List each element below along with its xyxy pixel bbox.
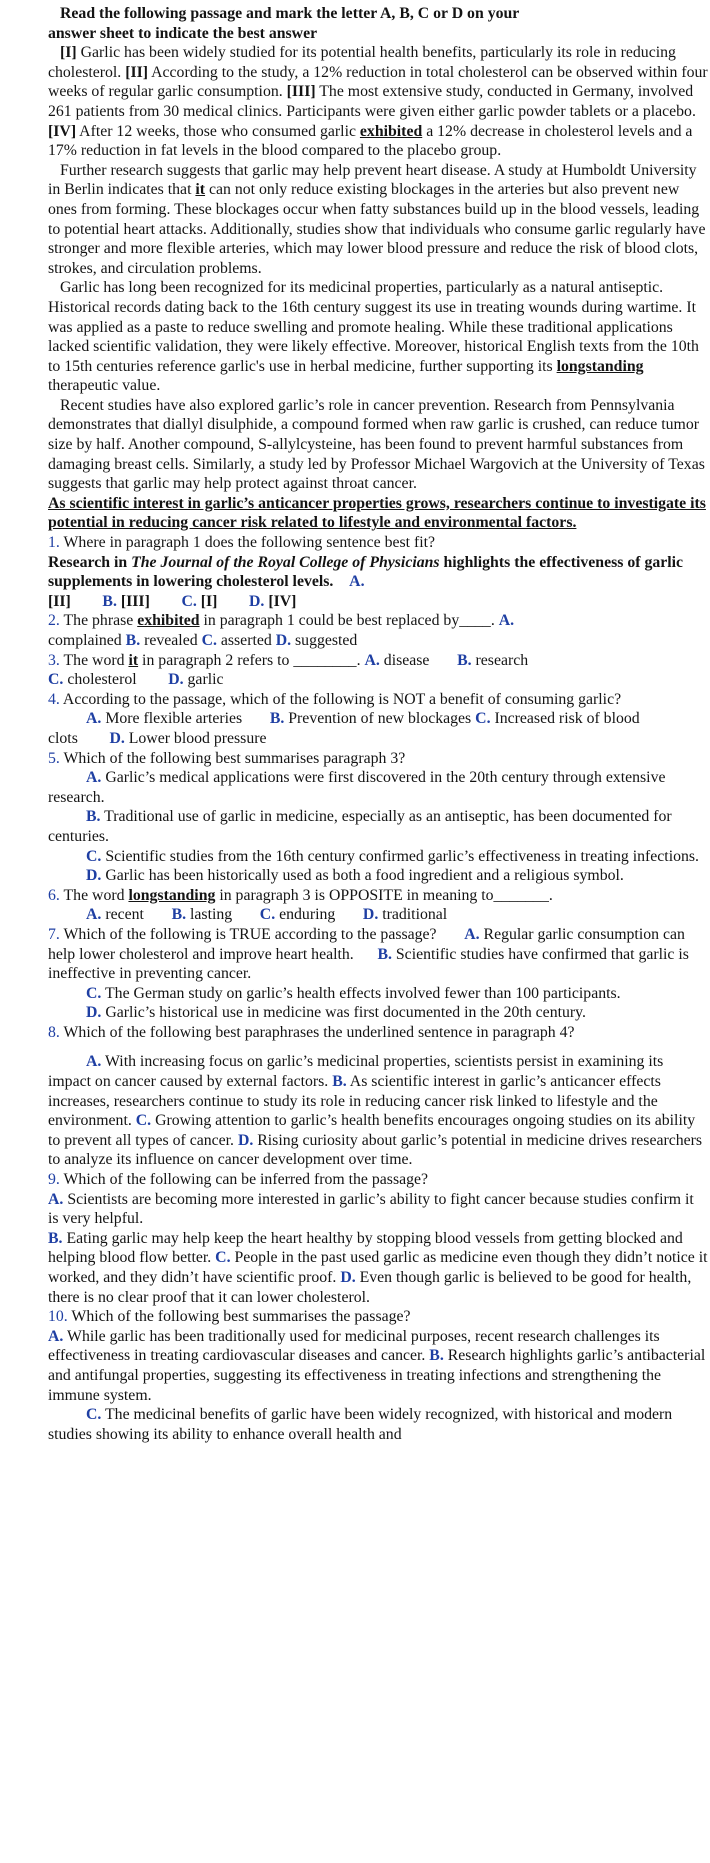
question-1-sentence: [48, 553, 708, 612]
question-4-options: [48, 709, 708, 748]
option-text-a[interactable]: [II]: [48, 592, 71, 610]
option-letter-d[interactable]: D.: [249, 592, 265, 610]
question-stem: Which of the following is TRUE according to the passage?: [59, 925, 437, 943]
text: .: [356, 651, 361, 669]
option-letter-a[interactable]: A.: [86, 1053, 102, 1071]
text: .: [548, 886, 553, 904]
option-text-c[interactable]: The medicinal benefits of garlic have been widely recognized, with historical and modern studies showing its ability to enhance overall health and: [48, 1406, 673, 1443]
question-number: 2.: [48, 612, 60, 630]
option-text-b[interactable]: research: [475, 651, 529, 669]
question-stem: Which of the following best paraphrases the underlined sentence in paragraph 4?: [59, 1023, 575, 1041]
option-text-d[interactable]: Rising curiosity about garlic’s potential in medicine drives researchers to analyze its influence on cancer development over time.: [48, 1131, 703, 1169]
option-letter-d[interactable]: D.: [168, 671, 184, 689]
question-8-options: [48, 1052, 708, 1170]
keyword-it: it: [195, 181, 206, 199]
question-2: [48, 611, 708, 650]
option-text-a[interactable]: With increasing focus on garlic’s medicinal properties, scientists persist in examining its impact on cancer caused by external factors.: [48, 1053, 664, 1091]
option-text-a[interactable]: Garlic’s medical applications were first discovered in the 20th century through extensive research.: [48, 769, 666, 806]
underlined-sentence: [48, 494, 708, 533]
option-letter-a[interactable]: A.: [48, 1190, 64, 1208]
question-1: [48, 533, 708, 553]
option-letter-d[interactable]: D.: [237, 1131, 254, 1149]
option-letter-a[interactable]: A.: [86, 769, 102, 787]
option-text-d[interactable]: suggested: [295, 632, 358, 649]
option-text-b[interactable]: revealed: [144, 632, 198, 649]
option-letter-c[interactable]: C.: [86, 984, 102, 1002]
option-text-b[interactable]: lasting: [190, 906, 233, 924]
option-letter-b[interactable]: B.: [48, 1229, 63, 1247]
journal-title: The Journal of the Royal College of Physicians: [131, 553, 440, 571]
text: Garlic has been widely studied for its potential health benefits, particularly its role in reducing cholesterol.: [48, 44, 676, 81]
option-letter-c[interactable]: C.: [259, 906, 276, 924]
option-text-d[interactable]: Lower blood pressure: [128, 729, 267, 747]
option-letter-a[interactable]: A.: [86, 906, 102, 924]
option-text-b[interactable]: Eating garlic may help keep the heart healthy by stopping blood vessels from getting blocked and helping blood flow better.: [48, 1229, 683, 1267]
question-stem: Where in paragraph 1 does the following sentence best fit?: [59, 534, 436, 552]
question-number: 9.: [48, 1171, 60, 1189]
text: Research in: [48, 553, 132, 571]
question-number: 6.: [48, 886, 60, 904]
option-letter-d[interactable]: D.: [340, 1269, 356, 1286]
question-7: [48, 925, 708, 984]
option-letter-c[interactable]: C.: [181, 592, 197, 610]
question-number: 3.: [48, 651, 60, 669]
option-letter-d[interactable]: D.: [362, 906, 379, 924]
option-text-d[interactable]: Garlic’s historical use in medicine was first documented in the 20th century.: [105, 1004, 586, 1022]
question-7-option-c[interactable]: [48, 984, 708, 1004]
question-10-option-a[interactable]: [48, 1327, 708, 1405]
passage-paragraph-1: [48, 43, 708, 161]
underlined-sentence-text: As scientific interest in garlic’s anticancer properties grows, researchers continue to investigate its potential in reducing cancer risk related to lifestyle and environmental factors.: [48, 494, 706, 532]
text: The word: [59, 886, 129, 904]
question-5-option-c[interactable]: [48, 847, 708, 867]
question-number: 4.: [48, 690, 60, 708]
text: Further research suggests that garlic may help prevent heart disease. A study at Humboldt University in Berlin indicates that: [48, 161, 697, 199]
option-letter-b[interactable]: B.: [171, 906, 187, 924]
option-text-d[interactable]: Even though garlic is believed to be good for health, there is no clear proof that it can lower cholesterol.: [48, 1269, 692, 1306]
question-number: 10.: [48, 1308, 68, 1326]
keyword-exhibited: exhibited: [359, 122, 423, 140]
option-letter-a[interactable]: A.: [498, 612, 515, 630]
option-text-a[interactable]: More flexible arteries: [105, 710, 243, 728]
question-3: [48, 651, 708, 690]
instruction-line-1: Read the following passage and mark the letter A, B, C or D on your: [60, 5, 520, 22]
option-text-d[interactable]: [IV]: [268, 592, 297, 610]
option-text-c[interactable]: Scientific studies from the 16th century confirmed garlic’s effectiveness in treating infections.: [105, 847, 699, 865]
option-text-a[interactable]: Regular garlic consumption can help lower cholesterol and improve heart health.: [48, 925, 685, 963]
question-stem: Which of the following best summarises paragraph 3?: [59, 749, 406, 767]
position-marker-3: [III]: [286, 83, 316, 101]
option-text-a[interactable]: Scientists are becoming more interested in garlic’s ability to fight cancer because studies confirm it is very helpful.: [48, 1190, 694, 1228]
option-letter-b[interactable]: B.: [86, 808, 101, 826]
option-letter-c[interactable]: C.: [215, 1249, 231, 1267]
text: According to the study, a 12% reduction in total cholesterol can be observed within four weeks of regular garlic consumption.: [48, 63, 708, 101]
option-text-c[interactable]: Growing attention to garlic’s health benefits encourages ongoing studies on its ability to prevent all types of cancer.: [48, 1112, 696, 1149]
question-9: [48, 1170, 708, 1190]
option-letter-b[interactable]: B.: [457, 651, 472, 669]
option-letter-b[interactable]: B.: [102, 592, 117, 610]
text: highlights the effectiveness of garlic supplements in lowering cholesterol levels.: [48, 553, 684, 591]
option-text-b[interactable]: Prevention of new blockages: [288, 710, 472, 728]
question-6-options: [48, 905, 708, 925]
question-stem: Which of the following best summarises the passage?: [67, 1308, 411, 1326]
option-letter-b[interactable]: B.: [269, 710, 285, 728]
position-marker-1: [I]: [60, 44, 77, 62]
question-9-option-a[interactable]: [48, 1190, 708, 1229]
question-number: 1.: [48, 534, 60, 552]
option-letter-c[interactable]: C.: [201, 632, 217, 649]
option-text-a[interactable]: complained: [48, 632, 122, 649]
option-text-c[interactable]: The German study on garlic’s health effects involved fewer than 100 participants.: [105, 984, 621, 1002]
option-text-c[interactable]: cholesterol: [67, 671, 137, 689]
option-letter-b[interactable]: B.: [429, 1347, 444, 1365]
text: Recent studies have also explored garlic’s role in cancer prevention. Research from Pennsylvania demonstrates that diallyl disulphide, a compound formed when raw garlic is crushed, can reduce tumor size by half. Another compound, S-allylcysteine, has been found to prevent harmful substances from damaging breast cells. Similarly, a study led by Professor Michael Wargovich at the University of Texas suggests that garlic may help protect against throat cancer.: [48, 396, 705, 493]
question-stem: According to the passage, which of the following is NOT a benefit of consuming garlic?: [59, 690, 622, 708]
option-text-a[interactable]: recent: [105, 906, 144, 924]
option-letter-b[interactable]: B.: [377, 945, 392, 963]
question-5: [48, 749, 708, 769]
instruction-line-2: answer sheet to indicate the best answer: [48, 24, 318, 42]
text: can not only reduce existing blockages in the arteries but also prevent new ones from forming. These blockages occur when fatty substances build up in the blood vessels, leading to potential heart attacks. Additionally, studies show that individuals who consume garlic regularly have stronger and more flexible arteries, which may lower blood pressure and reduce the risk of blood clots, strokes, and circulation problems.: [48, 181, 706, 277]
option-text-b[interactable]: Research highlights garlic’s antibacterial and antifungal properties, suggesting its effectiveness in treating infections and strengthening the immune system.: [48, 1347, 706, 1404]
question-9-options-bcd: [48, 1229, 708, 1307]
question-5-option-a[interactable]: [48, 768, 708, 807]
answer-blank: ____: [459, 612, 491, 630]
text: in paragraph 1 could be best replaced by: [199, 612, 460, 630]
option-letter-d[interactable]: D.: [275, 632, 292, 649]
option-text-b[interactable]: Scientific studies have confirmed that garlic is ineffective in preventing cancer.: [48, 945, 689, 983]
text: The most extensive study, conducted in Germany, involved 261 patients from 30 medical clinics. Participants were given either garlic powder tablets or a placebo.: [48, 83, 696, 120]
question-number: 5.: [48, 749, 60, 767]
option-text-a[interactable]: disease: [383, 651, 430, 669]
question-number: 8.: [48, 1023, 60, 1041]
option-text-d[interactable]: traditional: [382, 906, 448, 924]
option-letter-d[interactable]: D.: [109, 729, 125, 747]
text: Garlic has long been recognized for its medicinal properties, particularly as a natural antiseptic. Historical records dating back to the 16th century suggest its use in treating wounds during wartime. It was applied as a paste to reduce swelling and promote healing. While these traditional applications lacked scientific validation, they were likely effective. Moreover, historical English texts from the 10th to 15th centuries reference garlic's use in herbal medicine, further supporting its: [48, 279, 699, 375]
option-letter-a[interactable]: A.: [349, 573, 365, 591]
text: After 12 weeks, those who consumed garlic: [76, 122, 360, 140]
option-text-c[interactable]: Increased risk of blood clots: [48, 710, 640, 747]
text: a 12% decrease in cholesterol levels and a 17% reduction in fat levels in the blood compared to the placebo group.: [48, 122, 693, 160]
option-letter-d[interactable]: D.: [86, 1004, 102, 1022]
keyword-it: it: [128, 651, 139, 669]
option-letter-c[interactable]: C.: [48, 671, 64, 689]
question-number: 7.: [48, 925, 60, 943]
option-text-d[interactable]: garlic: [187, 671, 224, 689]
option-letter-c[interactable]: C.: [86, 1406, 102, 1424]
text: The word: [59, 651, 129, 669]
option-text-d[interactable]: Garlic has been historically used as both a food ingredient and a religious symbol.: [105, 867, 624, 885]
option-letter-d[interactable]: D.: [86, 867, 102, 885]
option-text-c[interactable]: enduring: [279, 906, 336, 924]
option-text-b[interactable]: [III]: [120, 592, 150, 610]
option-letter-a[interactable]: A.: [464, 925, 480, 943]
instruction-heading: [48, 4, 708, 43]
option-text-c[interactable]: asserted: [220, 632, 272, 649]
keyword-exhibited: exhibited: [137, 612, 200, 630]
text: in paragraph 2 refers to: [138, 651, 290, 669]
question-10-option-c[interactable]: [48, 1405, 708, 1444]
text: in paragraph 3 is OPPOSITE in meaning to: [215, 886, 494, 904]
keyword-longstanding: longstanding: [556, 357, 644, 375]
text: therapeutic value.: [48, 377, 161, 395]
answer-blank: ________: [293, 651, 357, 669]
passage-paragraph-3: [48, 278, 708, 396]
option-letter-a[interactable]: A.: [364, 651, 380, 669]
option-letter-a[interactable]: A.: [86, 710, 102, 728]
option-letter-b[interactable]: B.: [125, 632, 141, 649]
answer-blank: _______: [493, 886, 549, 904]
option-text-c[interactable]: [I]: [200, 592, 218, 610]
option-text-a[interactable]: While garlic has been traditionally used for medicinal purposes, recent research challenges its effectiveness in treating cardiovascular diseases and cancer.: [48, 1327, 660, 1365]
question-4: [48, 690, 708, 710]
option-text-b[interactable]: As scientific interest in garlic’s anticancer effects increases, researchers continue to study its role in reducing cancer risk linked to lifestyle and the environment.: [48, 1073, 661, 1130]
option-letter-a[interactable]: A.: [48, 1327, 64, 1345]
text: The phrase: [59, 612, 138, 630]
position-marker-2: [II]: [125, 63, 149, 81]
option-text-b[interactable]: Traditional use of garlic in medicine, especially as an antiseptic, has been documented for centuries.: [48, 808, 672, 845]
question-7-option-d[interactable]: [48, 1003, 708, 1023]
question-5-option-d[interactable]: [48, 866, 708, 886]
question-10: [48, 1307, 708, 1327]
passage-paragraph-2: [48, 161, 708, 279]
question-8: [48, 1023, 708, 1043]
question-stem: Which of the following can be inferred from the passage?: [59, 1171, 429, 1189]
question-6: [48, 886, 708, 906]
keyword-longstanding: longstanding: [128, 886, 216, 904]
option-letter-c[interactable]: C.: [86, 847, 102, 865]
option-letter-c[interactable]: C.: [135, 1112, 152, 1130]
option-letter-c[interactable]: C.: [475, 710, 491, 728]
text: .: [490, 612, 495, 630]
passage-paragraph-4: [48, 396, 708, 494]
question-5-option-b[interactable]: [48, 807, 708, 846]
position-marker-4: [IV]: [48, 122, 77, 140]
option-letter-b[interactable]: B.: [332, 1073, 347, 1091]
option-text-c[interactable]: People in the past used garlic as medicine even though they didn’t notice it worked, and they didn’t have scientific proof.: [48, 1249, 708, 1286]
